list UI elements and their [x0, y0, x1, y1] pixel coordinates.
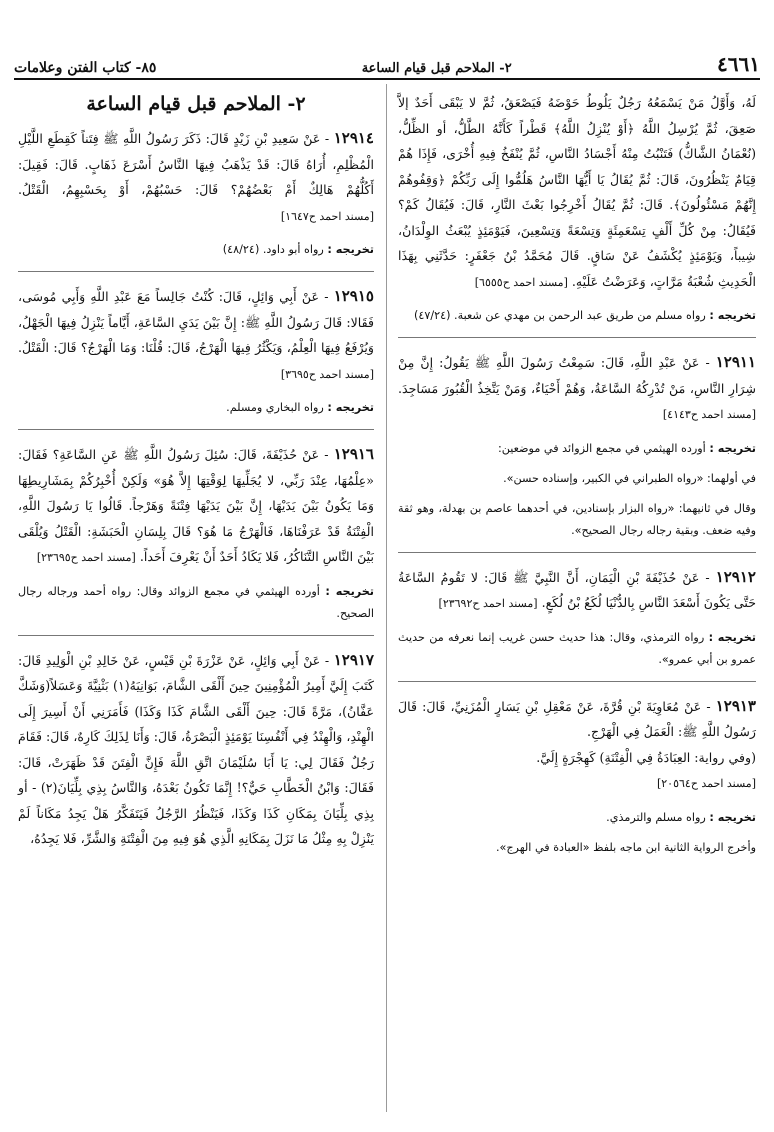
hadith-12914 [18, 126, 374, 229]
takhrij-note [398, 807, 756, 859]
takhrij-note [398, 305, 756, 327]
takhrij-label: تخريجه : [325, 584, 374, 598]
hadith-12916 [18, 442, 374, 571]
separator [18, 635, 374, 636]
takhrij-note [18, 239, 374, 261]
takhrij-label: تخريجه : [327, 401, 374, 414]
hadith-number: ١٢٩١١ [715, 353, 756, 371]
hadith-text: - عَنْ سَعِيدِ بْنِ زَيْدٍ قَالَ: ذَكَرَ رَسُولُ اللَّهِ ﷺ فِتَناً كَقِطَعِ اللَّيْلِ الْمُظْلِمِ، أُرَاهُ قَالَ: قَدْ يَذْهَبُ فِيهَا النَّاسُ أَسْرَعَ ذَهَابٍ. قَالَ: فَقِيلَ: أَكُلُّهُمْ هَالِكٌ أَمْ بَعْضُهُمْ؟ قَالَ: حَسْبُهُمْ، أَوْ بِحَسْبِهِمُ، الْقَتْلُ. [18, 131, 374, 197]
hadith-text: - عَنْ أَبِي وَائِلٍ، قَالَ: كُنْتُ جَالِساً مَعَ عَبْدِ اللَّهِ وَأَبِي مُوسَى، فَقَالا: قَالَ رَسُولُ اللَّهِ ﷺ: إِنَّ بَيْنَ يَدَيِ السَّاعَةِ، أَيَّاماً يَنْزِلُ فِيهَا الْجَهْلُ، وَيُرْفَعُ فِيهَا الْعِلْمُ، وَيَكْثُرُ فِيهَا الْهَرْجُ، قَالَ: قُلْنَا: وَمَا الْهَرْجُ؟ قَالَ: الْقَتْلُ. [18, 289, 374, 355]
takhrij-label: تخريجه : [709, 810, 756, 824]
hadith-text: - عَنْ حُذَيْفَةَ بْنِ الْيَمَانِ، أَنَّ النَّبِيَّ ﷺ قَالَ: لا تَقُومُ السَّاعَةُ حَتَّى يَكُونَ أَسْعَدَ النَّاسِ بِالدُّنْيَا لُكَعُ بْنُ لُكَعٍ. [398, 569, 756, 610]
hadith-source: [مسند احمد ح٣٦٩٥] [280, 367, 374, 381]
separator [398, 681, 756, 682]
hadith-source: [مسند احمد ح٦٥٥٥] [474, 275, 568, 289]
separator [398, 337, 756, 338]
takhrij-text: أورده الهيثمي في مجمع الزوائد وقال: رواه أحمد ورجاله رجال الصحيح. [18, 584, 374, 620]
book-title: ٨٥- كتاب الفتن وعلامات [14, 60, 157, 76]
takhrij-text: رواه البخاري ومسلم. [226, 401, 324, 414]
takhrij-line: أورده الهيثمي في مجمع الزوائد في موضعين: [497, 441, 706, 455]
hadith-text: - عَنْ حُذَيْفَةَ، قَالَ: سُئِلَ رَسُولُ اللَّهِ ﷺ عَنِ السَّاعَةِ؟ فَقَالَ: «عِلْمُهَا، عِنْدَ رَبِّي، لا يُجَلِّيهَا لِوَقْتِهَا إِلاَّ هُوَ» وَلَكِنْ أُخْبِرُكُمْ بِمَشَارِيطِهَا وَمَا يَكُونُ بَيْنَ يَدَيْهَا، إِنَّ بَيْنَ يَدَيْهَا فِتْنَةً وَهَرْجاً. قَالُوا يَا رَسُولَ اللَّهِ، الْفِتْنَةُ قَدْ عَرَفْنَاهَا، فَالْهَرْجُ مَا هُوَ؟ قَالَ بِلِسَانِ الْحَبَشَةِ: الْقَتْلُ وَيُلْقَى بَيْنَ النَّاسِ التَّنَاكُرُ، فَلا يَكَادُ أَحَدٌ أَنْ يَعْرِفَ أَحَداً. [18, 447, 374, 564]
hadith-number: ١٢٩١٦ [333, 445, 374, 463]
separator [18, 429, 374, 430]
page-number: ٤٦٦١ [717, 52, 760, 76]
takhrij-text: رواه مسلم من طريق عبد الرحمن بن مهدي عن شعبة. (٤٧/٢٤) [413, 309, 706, 322]
takhrij-label: تخريجه : [709, 441, 756, 455]
separator [398, 552, 756, 553]
hadith-text: - عَنْ عَبْدِ اللَّهِ، قَالَ: سَمِعْتُ رَسُولَ اللَّهِ ﷺ يَقُولُ: إِنَّ مِنْ شِرَارِ النَّاسِ، مَنْ تُدْرِكُهُ السَّاعَةُ، وَهُمْ أَحْيَاءٌ، وَمَنْ يَتَّخِذُ الْقُبُورَ مَسَاجِدَ. [398, 355, 756, 396]
takhrij-note [398, 438, 756, 542]
hadith-text: - عَنْ مُعَاوِيَةَ بْنِ قُرَّةَ، عَنْ مَعْقِلِ بْنِ يَسَارٍ الْمُزَنِيِّ، قَالَ: قَالَ رَسُولُ اللَّهِ ﷺ: الْعَمَلُ فِي الْهَرْجِ. [398, 698, 756, 739]
hadith-source: [مسند احمد ح٤١٤٣] [662, 408, 756, 421]
hadith-number: ١٢٩١٣ [715, 696, 756, 715]
takhrij-label: تخريجه : [709, 309, 756, 322]
left-column [18, 90, 374, 1118]
hadith-source: [مسند احمد ح٢٣٦٩٢] [438, 597, 538, 610]
takhrij-label: تخريجه : [708, 630, 757, 644]
takhrij-text: رواه الترمذي، وقال: هذا حديث حسن غريب إنما نعرفه من حديث عمرو بن أبي عمرو». [398, 630, 756, 666]
hadith-12911 [398, 350, 756, 428]
hadith-number: ١٢٩١٥ [333, 287, 374, 305]
section-title: ٢- الملاحم قبل قيام الساعة [361, 61, 512, 76]
chapter-title: ٢- الملاحم قبل قيام الساعة [86, 93, 306, 115]
hadith-number: ١٢٩١٤ [333, 129, 374, 147]
hadith-source: [مسند احمد ح١٦٤٧] [280, 209, 374, 223]
hadith-text: لَهُ، وَأَوَّلُ مَنْ يَسْمَعُهُ رَجُلٌ يَلُوطُ حَوْضَهُ فَيَصْعَقُ، ثُمَّ لا يَبْقَى أَحَدٌ إلاَّ صَعِقَ، ثُمَّ يُرْسِلُ اللَّهُ ﴿أَوْ يُنْزِلُ اللَّهُ﴾ قَطْراً كَأَنَّهُ الطَّلُّ، أو الظِّلُّ، (نُعْمَانُ الشَّاكُّ) فَتَنْبُتُ مِنْهُ أَجْسَادُ النَّاسِ، ثُمَّ يُنْفَخُ فِيهِ أُخْرَى، فَإِذَا هُمْ قِيَامٌ يَنْظُرُونَ، قَالَ: ثُمَّ يُقَالُ يَا أَيُّهَا النَّاسُ هَلُمُّوا إِلَى رَبِّكُمْ ﴿وَقِفُوهُمْ إِنَّهُمْ مَسْئُولُونَ﴾. قَالَ: ثُمَّ يُقَالُ أَخْرِجُوا بَعْثَ النَّارِ، قَالَ: فَيُقَالُ كَمْ؟ فَيُقَالُ: مِنْ كُلِّ أَلْفٍ تِسْعَمِئَةٍ وَتِسْعَةً وَتِسْعِينَ، فَيَوْمَئِذٍ يُبْعَثُ الوِلْدَانُ، شِيباً، وَيَوْمَئِذٍ يُكْشَفُ عَنْ سَاقٍ. قَالَ مُحَمَّدُ بْنُ جَعْفَرٍ: حَدَّثَنِي بِهَذَا الْحَدِيثِ شُعْبَةُ مَرَّاتٍ، وَعَرَضْتُ عَلَيْهِ. [398, 95, 756, 289]
hadith-number: ١٢٩١٧ [333, 650, 374, 669]
takhrij-note [18, 397, 374, 419]
column-divider [386, 84, 387, 1112]
takhrij-line: وأخرج الرواية الثانية ابن ماجه بلفظ «العبادة في الهرج». [495, 840, 756, 854]
takhrij-note [398, 627, 756, 671]
hadith-source: [مسند احمد ح٢٣٦٩٥] [36, 551, 136, 564]
takhrij-line: وقال في ثانيهما: «رواه البزار بإسنادين، في أحدهما عاصم بن بهدلة، وهو ثقة وفيه ضعف. وبقية رجاله رجال الصحيح». [398, 501, 756, 537]
takhrij-text: رواه أبو داود. (٤٨/٢٤) [222, 243, 324, 256]
right-column [398, 90, 756, 1118]
separator [18, 271, 374, 272]
hadith-source: [مسند احمد ح٢٠٥٦٤] [656, 777, 756, 790]
takhrij-note [18, 581, 374, 625]
takhrij-line: في أولهما: «رواه الطبراني في الكبير، وإسناده حسن». [503, 471, 756, 485]
hadith-text: - عَنْ أَبِي وَائِلٍ، عَنْ عَزْرَةَ بْنِ قَيْسٍ، عَنْ خَالِدِ بْنِ الْوَلِيدِ قَالَ: كَتَبَ إِلَيَّ أَمِيرُ الْمُؤْمِنِينَ حِينَ أَلْقَى الشَّامَ، بَوَانِيَهُ(١) بَثْنِيَّةَ وَعَسَلاً(وَشَكَّ عَفَّانُ)، مَرَّةً قَالَ: حِينَ أَلْقَى الشَّامَ كَذَا وَكَذَا) فَأَمَرَنِي أَنْ أَسِيرَ إِلَى الْهِنْدِ، وَالْهِنْدُ فِي أَنْفُسِنَا يَوْمَئِذٍ الْبَصْرَةُ، قَالَ: وَأَنَا لِذَلِكَ كَارِهٌ، قَالَ: فَقَامَ رَجُلٌ فَقَالَ لِي: يَا أَبَا سُلَيْمَانَ اتَّقِ اللَّهَ فَإِنَّ الْفِتَنَ قَدْ ظَهَرَتْ، قَالَ: فَقَالَ: وَابْنُ الْخَطَّابِ حَيٌّ؟! إِنَّمَا تَكُونُ بَعْدَهُ، وَالنَّاسُ بِذِي بِلِّيَانَ(٢) - أو بِذِي بِلِّيَانَ بِمَكَانِ كَذَا وَكَذَا، فَيَنْظُرُ الرَّجُلُ فَيَتَفَكَّرُ هَلْ يَجِدُ مَكَاناً لَمْ يَنْزِلْ بِهِ مِثْلُ مَا نَزَلَ بِمَكَانِهِ الَّذِي هُوَ فِيهِ مِنَ الْفِتْنَةِ وَالشَّرِّ، فَلا يَجِدُهُ، [18, 652, 375, 846]
hadith-continuation [398, 90, 756, 295]
hadith-12915 [18, 284, 374, 387]
running-header [14, 50, 760, 80]
takhrij-line: رواه مسلم والترمذي. [606, 810, 706, 824]
hadith-12913 [398, 694, 756, 797]
hadith-12917 [18, 648, 374, 852]
hadith-number: ١٢٩١٢ [715, 567, 756, 586]
takhrij-label: تخريجه : [327, 243, 374, 256]
hadith-variant: (وفي رواية: العِبَادَةُ فِي الْفِتْنَةِ) كَهِجْرَةٍ إِلَيَّ. [536, 749, 756, 765]
hadith-12912 [398, 565, 756, 617]
